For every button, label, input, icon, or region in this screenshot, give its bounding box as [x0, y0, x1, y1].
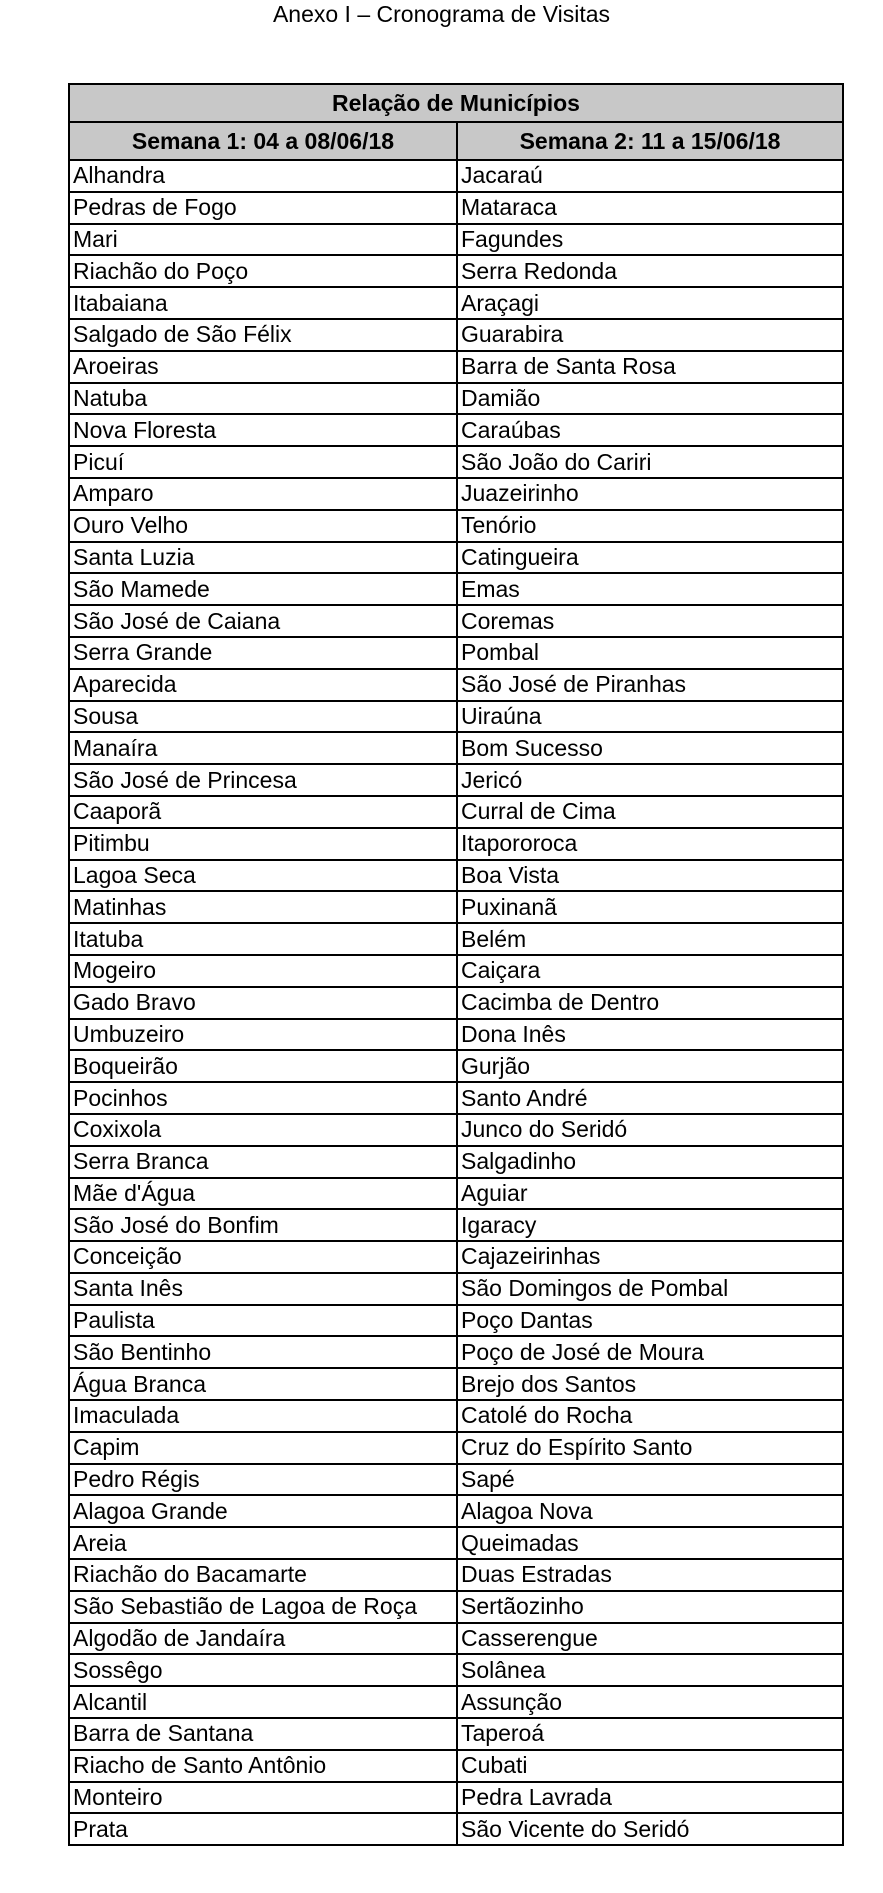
week-1-municipality-cell: Alagoa Grande [69, 1495, 457, 1527]
week-2-municipality-cell: Cubati [457, 1750, 843, 1782]
week-1-municipality-cell: Riachão do Bacamarte [69, 1559, 457, 1591]
table-row [69, 1527, 843, 1559]
week-1-municipality-cell: Ouro Velho [69, 510, 457, 542]
week-1-municipality-cell: Umbuzeiro [69, 1019, 457, 1051]
table-row [69, 1750, 843, 1782]
table-row [69, 446, 843, 478]
municipalities-table [68, 83, 844, 1846]
week-1-municipality-cell: Pedro Régis [69, 1464, 457, 1496]
week-1-municipality-cell: Pedras de Fogo [69, 192, 457, 224]
week-1-municipality-cell: Mari [69, 224, 457, 256]
table-row [69, 701, 843, 733]
table-row [69, 637, 843, 669]
week-2-municipality-cell: Tenório [457, 510, 843, 542]
week-2-municipality-cell: São José de Piranhas [457, 669, 843, 701]
week-1-municipality-cell: Sossêgo [69, 1654, 457, 1686]
table-row [69, 1178, 843, 1210]
week-1-municipality-cell: Itatuba [69, 923, 457, 955]
table-row [69, 1782, 843, 1814]
week-2-municipality-cell: Santo André [457, 1082, 843, 1114]
table-row [69, 1718, 843, 1750]
week-2-municipality-cell: Igaracy [457, 1209, 843, 1241]
week-2-municipality-cell: Catingueira [457, 542, 843, 574]
week-2-municipality-cell: São Vicente do Seridó [457, 1813, 843, 1845]
week-2-municipality-cell: Poço de José de Moura [457, 1336, 843, 1368]
week-2-municipality-cell: Queimadas [457, 1527, 843, 1559]
table-row [69, 1114, 843, 1146]
table-row [69, 1273, 843, 1305]
week-2-municipality-cell: Bom Sucesso [457, 732, 843, 764]
table-row [69, 828, 843, 860]
week-2-municipality-cell: Solânea [457, 1654, 843, 1686]
week-2-municipality-cell: Boa Vista [457, 860, 843, 892]
week-2-municipality-cell: Poço Dantas [457, 1305, 843, 1337]
table-row [69, 796, 843, 828]
week-2-municipality-cell: Cacimba de Dentro [457, 987, 843, 1019]
table-row [69, 1241, 843, 1273]
table-row [69, 319, 843, 351]
table-row [69, 1464, 843, 1496]
table-row [69, 224, 843, 256]
week-1-municipality-cell: Monteiro [69, 1782, 457, 1814]
week-1-municipality-cell: Matinhas [69, 891, 457, 923]
table-row [69, 1400, 843, 1432]
week-2-municipality-cell: Coremas [457, 605, 843, 637]
week-2-municipality-cell: Mataraca [457, 192, 843, 224]
table-row [69, 923, 843, 955]
table-row [69, 1019, 843, 1051]
table-row [69, 192, 843, 224]
table-row [69, 1336, 843, 1368]
week-2-municipality-cell: Alagoa Nova [457, 1495, 843, 1527]
week-1-municipality-cell: Aparecida [69, 669, 457, 701]
table-row [69, 860, 843, 892]
table-row [69, 1813, 843, 1845]
week-2-municipality-cell: São Domingos de Pombal [457, 1273, 843, 1305]
week-2-municipality-cell: Barra de Santa Rosa [457, 351, 843, 383]
week-1-municipality-cell: Santa Luzia [69, 542, 457, 574]
table-row [69, 351, 843, 383]
week-1-municipality-cell: Pocinhos [69, 1082, 457, 1114]
week-1-municipality-cell: Manaíra [69, 732, 457, 764]
week-1-municipality-cell: Sousa [69, 701, 457, 733]
week-2-municipality-cell: Guarabira [457, 319, 843, 351]
week-2-municipality-cell: Curral de Cima [457, 796, 843, 828]
table-caption-row [69, 84, 843, 122]
week-1-municipality-cell: Paulista [69, 1305, 457, 1337]
week-1-municipality-cell: Boqueirão [69, 1050, 457, 1082]
week-1-municipality-cell: Santa Inês [69, 1273, 457, 1305]
week-1-municipality-cell: Picuí [69, 446, 457, 478]
table-row [69, 287, 843, 319]
table-row [69, 1559, 843, 1591]
week-1-municipality-cell: Barra de Santana [69, 1718, 457, 1750]
week-2-municipality-cell: Serra Redonda [457, 255, 843, 287]
table-row [69, 955, 843, 987]
week-1-municipality-cell: São José de Princesa [69, 764, 457, 796]
week-2-municipality-cell: Itapororoca [457, 828, 843, 860]
page-title: Anexo I – Cronograma de Visitas [272, 1, 611, 27]
week-1-municipality-cell: Conceição [69, 1241, 457, 1273]
week-2-municipality-cell: Junco do Seridó [457, 1114, 843, 1146]
column-header-week-2: Semana 2: 11 a 15/06/18 [457, 122, 843, 160]
week-2-municipality-cell: Duas Estradas [457, 1559, 843, 1591]
week-2-municipality-cell: Fagundes [457, 224, 843, 256]
table-row [69, 1495, 843, 1527]
week-2-municipality-cell: Sapé [457, 1464, 843, 1496]
table-row [69, 1623, 843, 1655]
week-1-municipality-cell: Algodão de Jandaíra [69, 1623, 457, 1655]
table-body [69, 160, 843, 1845]
table-header-row [69, 122, 843, 160]
table-row [69, 1146, 843, 1178]
week-1-municipality-cell: Salgado de São Félix [69, 319, 457, 351]
week-2-municipality-cell: Pedra Lavrada [457, 1782, 843, 1814]
week-1-municipality-cell: Amparo [69, 478, 457, 510]
table-row [69, 1654, 843, 1686]
week-2-municipality-cell: Taperoá [457, 1718, 843, 1750]
week-2-municipality-cell: Dona Inês [457, 1019, 843, 1051]
week-2-municipality-cell: Sertãozinho [457, 1591, 843, 1623]
week-1-municipality-cell: São José de Caiana [69, 605, 457, 637]
week-2-municipality-cell: Salgadinho [457, 1146, 843, 1178]
week-1-municipality-cell: Imaculada [69, 1400, 457, 1432]
week-2-municipality-cell: Jacaraú [457, 160, 843, 192]
table-row [69, 605, 843, 637]
table-row [69, 510, 843, 542]
week-1-municipality-cell: Alhandra [69, 160, 457, 192]
week-1-municipality-cell: Serra Grande [69, 637, 457, 669]
week-2-municipality-cell: Cajazeirinhas [457, 1241, 843, 1273]
week-1-municipality-cell: São Sebastião de Lagoa de Roça [69, 1591, 457, 1623]
week-1-municipality-cell: Mogeiro [69, 955, 457, 987]
week-1-municipality-cell: Riacho de Santo Antônio [69, 1750, 457, 1782]
week-2-municipality-cell: Assunção [457, 1686, 843, 1718]
table-row [69, 542, 843, 574]
week-1-municipality-cell: Itabaiana [69, 287, 457, 319]
week-1-municipality-cell: Mãe d'Água [69, 1178, 457, 1210]
table-row [69, 160, 843, 192]
week-1-municipality-cell: Gado Bravo [69, 987, 457, 1019]
table-row [69, 255, 843, 287]
week-1-municipality-cell: Natuba [69, 383, 457, 415]
table-row [69, 1305, 843, 1337]
week-2-municipality-cell: Araçagi [457, 287, 843, 319]
table-row [69, 1432, 843, 1464]
week-1-municipality-cell: Pitimbu [69, 828, 457, 860]
table-row [69, 478, 843, 510]
table-row [69, 1082, 843, 1114]
week-1-municipality-cell: Prata [69, 1813, 457, 1845]
table-row [69, 573, 843, 605]
week-1-municipality-cell: Lagoa Seca [69, 860, 457, 892]
week-2-municipality-cell: Damião [457, 383, 843, 415]
week-2-municipality-cell: São João do Cariri [457, 446, 843, 478]
week-1-municipality-cell: Aroeiras [69, 351, 457, 383]
week-1-municipality-cell: São Bentinho [69, 1336, 457, 1368]
week-2-municipality-cell: Uiraúna [457, 701, 843, 733]
table-row [69, 732, 843, 764]
table-row [69, 1209, 843, 1241]
table-row [69, 987, 843, 1019]
week-1-municipality-cell: Alcantil [69, 1686, 457, 1718]
week-1-municipality-cell: Caaporã [69, 796, 457, 828]
table-caption: Relação de Municípios [69, 84, 843, 122]
week-2-municipality-cell: Brejo dos Santos [457, 1368, 843, 1400]
week-2-municipality-cell: Cruz do Espírito Santo [457, 1432, 843, 1464]
table-row [69, 1591, 843, 1623]
table-row [69, 414, 843, 446]
table-row [69, 1686, 843, 1718]
table-row [69, 891, 843, 923]
week-2-municipality-cell: Juazeirinho [457, 478, 843, 510]
week-2-municipality-cell: Jericó [457, 764, 843, 796]
week-2-municipality-cell: Caiçara [457, 955, 843, 987]
week-1-municipality-cell: São Mamede [69, 573, 457, 605]
table-row [69, 383, 843, 415]
week-2-municipality-cell: Pombal [457, 637, 843, 669]
week-2-municipality-cell: Belém [457, 923, 843, 955]
table-row [69, 1050, 843, 1082]
week-1-municipality-cell: São José do Bonfim [69, 1209, 457, 1241]
week-2-municipality-cell: Casserengue [457, 1623, 843, 1655]
week-1-municipality-cell: Riachão do Poço [69, 255, 457, 287]
week-2-municipality-cell: Caraúbas [457, 414, 843, 446]
week-1-municipality-cell: Serra Branca [69, 1146, 457, 1178]
week-2-municipality-cell: Catolé do Rocha [457, 1400, 843, 1432]
week-2-municipality-cell: Puxinanã [457, 891, 843, 923]
table-row [69, 764, 843, 796]
week-2-municipality-cell: Emas [457, 573, 843, 605]
week-1-municipality-cell: Areia [69, 1527, 457, 1559]
week-1-municipality-cell: Capim [69, 1432, 457, 1464]
week-2-municipality-cell: Gurjão [457, 1050, 843, 1082]
week-1-municipality-cell: Água Branca [69, 1368, 457, 1400]
week-1-municipality-cell: Nova Floresta [69, 414, 457, 446]
table-row [69, 1368, 843, 1400]
week-2-municipality-cell: Aguiar [457, 1178, 843, 1210]
table-row [69, 669, 843, 701]
column-header-week-1: Semana 1: 04 a 08/06/18 [69, 122, 457, 160]
week-1-municipality-cell: Coxixola [69, 1114, 457, 1146]
